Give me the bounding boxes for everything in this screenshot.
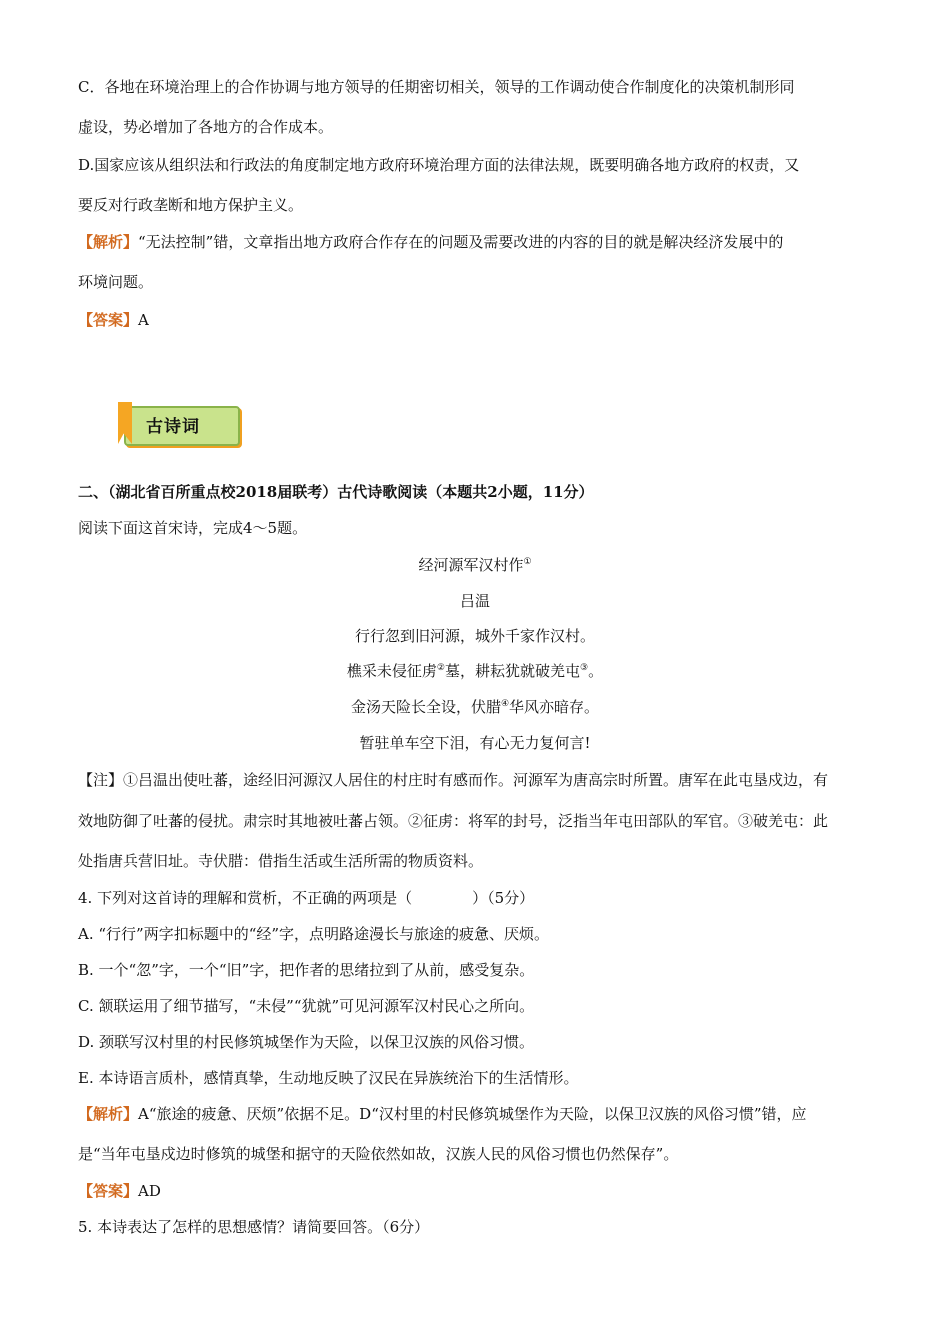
q4-answer-value: AD <box>138 1182 161 1200</box>
q4-analysis-line2: 是“当年屯垦戍边时修筑的城堡和据守的天险依然如故，汉族人民的风俗习惯也仍然保存”。 <box>78 1145 679 1163</box>
poem-line3-b: 华风亦暗存。 <box>509 698 600 716</box>
option-d-line1: D.国家应该从组织法和行政法的角度制定地方政府环境治理方面的法律法规，既要明确各地方政府的权责，又 <box>78 156 800 174</box>
q4-answer-tag: 【答案】 <box>78 1182 139 1200</box>
q4-stem: 4. 下列对这首诗的理解和赏析，不正确的两项是（ ）（5分） <box>78 889 535 907</box>
q4-analysis-text: A“旅途的疲惫、厌烦”依据不足。D“汉村里的村民修筑城堡作为天险，以保卫汉族的风俗习惯”错，应 <box>138 1105 807 1123</box>
analysis-tag: 【解析】 <box>78 233 139 251</box>
poem-title <box>0 555 950 575</box>
poem-line4: 暂驻单车空下泪，有心无力复何言! <box>359 734 591 752</box>
poem-line3 <box>0 697 950 717</box>
poem-line2-note2: ③ <box>580 663 589 673</box>
q4-option-c: C. 颔联运用了细节描写，“未侵”“犹就”可见河源军汉村民心之所向。 <box>78 997 535 1015</box>
q4-answer-line <box>78 1181 878 1201</box>
q4-option-b: B. 一个“忽”字，一个“旧”字，把作者的思绪拉到了从前，感受复杂。 <box>78 961 535 979</box>
poem-line2 <box>0 661 950 681</box>
option-c-line1: C．各地在环境治理上的合作协调与地方领导的任期密切相关，领导的工作调动使合作制度化的决策机制形同 <box>78 78 795 96</box>
poem-line1: 行行忽到旧河源，城外千家作汉村。 <box>354 627 595 645</box>
banner-label: 古诗词 <box>146 417 200 437</box>
q4-option-d: D. 颈联写汉村里的村民修筑城堡作为天险，以保卫汉族的风俗习惯。 <box>78 1033 535 1051</box>
option-c-line2: 虚设，势必增加了各地方的合作成本。 <box>78 118 334 136</box>
analysis-line1 <box>78 232 878 252</box>
poem-line3-note: ④ <box>500 699 510 709</box>
section-heading: 二、（湖北省百所重点校2018届联考）古代诗歌阅读（本题共2小题，11分） <box>78 483 594 501</box>
poem-line3-a: 金汤天险长全设，伏腊 <box>350 698 501 716</box>
section-instruction: 阅读下面这首宋诗，完成4～5题。 <box>78 519 308 537</box>
q4-analysis-line1 <box>78 1104 878 1124</box>
answer-tag: 【答案】 <box>78 311 139 329</box>
poem-title-text: 经河源军汉村作 <box>418 556 524 574</box>
q4-option-a: A. “行行”两字扣标题中的“经”字，点明路途漫长与旅途的疲惫、厌烦。 <box>78 925 550 943</box>
q4-option-e: E. 本诗语言质朴，感情真挚，生动地反映了汉民在异族统治下的生活情形。 <box>78 1069 579 1087</box>
poem-author: 吕温 <box>459 592 490 610</box>
analysis-text: “无法控制”错，文章指出地方政府合作存在的问题及需要改进的内容的目的就是解决经济发展中的 <box>138 233 784 251</box>
analysis-line2: 环境问题。 <box>78 273 154 291</box>
answer-line <box>78 310 878 330</box>
q5-stem: 5. 本诗表达了怎样的思想感情？请简要回答。（6分） <box>78 1218 430 1236</box>
poem-line2-b: 墓，耕耘犹就破羌屯 <box>444 662 580 680</box>
notes-line1: 【注】①吕温出使吐蕃，途经旧河源汉人居住的村庄时有感而作。河源军为唐高宗时所置。唐军在此屯垦戍边，有 <box>78 771 829 789</box>
poem-title-note: ① <box>523 557 532 567</box>
poem-line2-a: 樵采未侵征虏 <box>346 662 437 680</box>
poem-line2-c: 。 <box>588 662 604 680</box>
section-banner <box>118 402 240 446</box>
notes-line3: 处指唐兵营旧址。寺伏腊：借指生活或生活所需的物质资料。 <box>78 852 484 870</box>
answer-value: A <box>138 311 149 329</box>
q4-analysis-tag: 【解析】 <box>78 1105 139 1123</box>
option-d-line2: 要反对行政垄断和地方保护主义。 <box>78 196 304 214</box>
notes-line2: 效地防御了吐蕃的侵扰。肃宗时其地被吐蕃占领。②征虏：将军的封号，泛指当年屯田部队的军官。③破羌屯：此 <box>78 812 829 830</box>
poem-line2-note: ② <box>436 663 445 673</box>
